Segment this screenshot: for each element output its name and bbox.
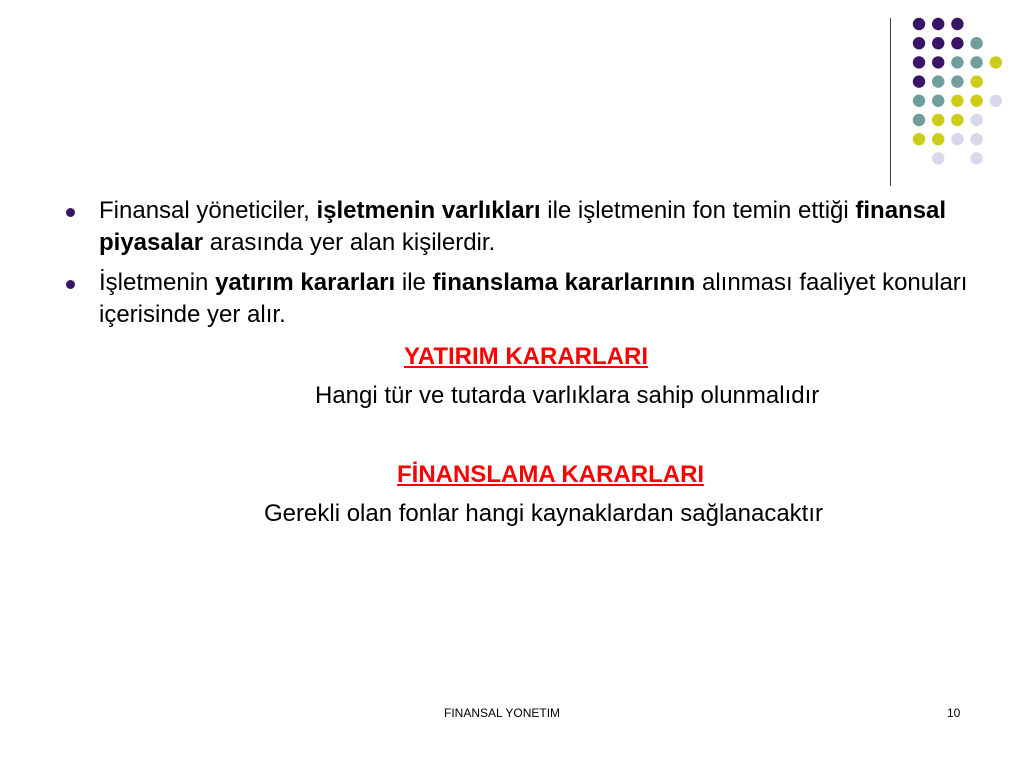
decorative-dot [951, 75, 963, 87]
decorative-dot [913, 37, 925, 49]
decorative-dot [970, 114, 982, 126]
decorative-dot [951, 133, 963, 145]
decorative-dot [970, 152, 982, 164]
financing-decisions-heading: FİNANSLAMA KARARLARI [397, 461, 705, 488]
bullet-item [62, 267, 972, 331]
decorative-dot [970, 37, 982, 49]
decorative-dot [932, 114, 944, 126]
decorative-dot-grid [0, 0, 1024, 200]
bullet-item [62, 195, 972, 259]
decorative-dot [932, 37, 944, 49]
bullet-text: İşletmenin yatırım kararları ile finanslama kararlarının alınması faaliyet konuları içerisinde yer alır. [99, 269, 968, 328]
decorative-dot [951, 37, 963, 49]
decorative-dot [990, 56, 1002, 68]
decorative-dot [932, 152, 944, 164]
bullet-dot-icon [66, 208, 75, 217]
investment-decisions-text: Hangi tür ve tutarda varlıklara sahip olunmalıdır [315, 382, 820, 409]
decorative-dot [913, 133, 925, 145]
decorative-dot [990, 95, 1002, 107]
vertical-divider [890, 18, 891, 186]
decorative-dot [951, 56, 963, 68]
decorative-dot [913, 18, 925, 30]
decorative-dot [970, 75, 982, 87]
page-number: 10 [947, 706, 961, 720]
decorative-dot [970, 133, 982, 145]
bullet-text: Finansal yöneticiler, işletmenin varlıkları ile işletmenin fon temin ettiği finansal piyasalar arasında yer alan kişilerdir. [99, 197, 947, 256]
decorative-dot [913, 114, 925, 126]
decorative-dot [970, 95, 982, 107]
decorative-dot [913, 75, 925, 87]
decorative-dot [932, 75, 944, 87]
slide-body [62, 195, 972, 339]
decorative-dot [913, 56, 925, 68]
decorative-dot [951, 114, 963, 126]
footer-title: FINANSAL YONETIM [444, 706, 561, 720]
decorative-dot [951, 18, 963, 30]
decorative-dot [932, 133, 944, 145]
decorative-dot [951, 95, 963, 107]
bullet-dot-icon [66, 280, 75, 289]
decorative-dot [932, 95, 944, 107]
decorative-dot [970, 56, 982, 68]
decorative-dot [932, 18, 944, 30]
decorative-dot [913, 95, 925, 107]
investment-decisions-heading: YATIRIM KARARLARI [404, 343, 648, 370]
decorative-dot [932, 56, 944, 68]
financing-decisions-text: Gerekli olan fonlar hangi kaynaklardan sağlanacaktır [264, 500, 823, 527]
